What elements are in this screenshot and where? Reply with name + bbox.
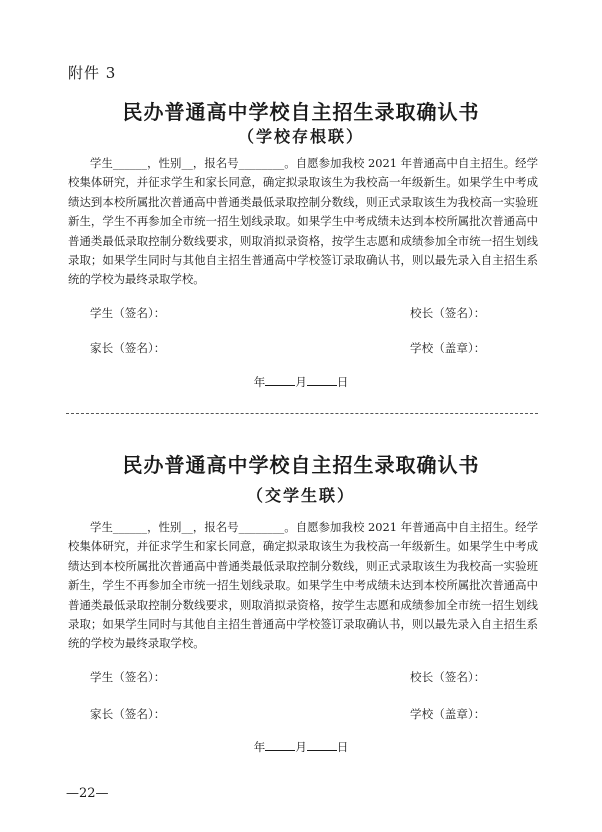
body-text: 学生______，性别__，报名号________。自愿参加我校 2021 年普通高中自主招生。经学校集体研究，并征求学生和家长同意，确定拟录取该生为我校高一年级新生。如果学生中考成绩达到本校所属批次普通高中普通类最低录取控制分数线，则正式录取该生为我校高一实验班新生，学生不再参加全市统一招生划线录取。如果学生中考成绩未达到本校所属批次普通高中普通类最低录取控制分数线要求，则取消拟录资格，按学生志愿和成绩参加全市统一招生划线录取；如果学生同时与其他自主招生普通高中学校签订录取确认书，则以最先录入自主招生系统的学校为最终录取学校。 bbox=[68, 156, 538, 287]
body-text: 学生______，性别__，报名号________。自愿参加我校 2021 年普通高中自主招生。经学校集体研究，并征求学生和家长同意，确定拟录取该生为我校高一年级新生。如果学生中考成绩达到本校所属批次普通高中普通类最低录取控制分数线，则正式录取该生为我校高一实验班新生，学生不再参加全市统一招生划线录取。如果学生中考成绩未达到本校所属批次普通高中普通类最低录取控制分数线要求，则取消拟录资格，按学生志愿和成绩参加全市统一招生划线录取；如果学生同时与其他自主招生普通高中学校签订录取确认书，则以最先录入自主招生系统的学校为最终录取学校。 bbox=[68, 520, 538, 651]
student-signature-label: 学生（签名）： bbox=[90, 306, 166, 320]
attachment-label: 附件 3 bbox=[68, 64, 117, 82]
date-day: 日 bbox=[336, 375, 349, 389]
school-seal-label: 学校（盖章）： bbox=[410, 341, 486, 355]
date-month: 月 bbox=[295, 375, 307, 389]
date-line bbox=[0, 739, 602, 755]
section-title: 民办普通高中学校自主招生录取确认书 bbox=[122, 100, 480, 124]
day-blank bbox=[307, 740, 337, 751]
page-number: —22— bbox=[66, 786, 109, 801]
section-title: 民办普通高中学校自主招生录取确认书 bbox=[122, 453, 480, 477]
day-blank bbox=[307, 375, 337, 386]
date-year: 年 bbox=[253, 375, 266, 389]
confirmation-body bbox=[68, 154, 538, 290]
confirmation-body bbox=[68, 518, 538, 654]
principal-signature-label: 校长（签名）： bbox=[410, 306, 486, 320]
parent-signature-label: 家长（签名）： bbox=[90, 707, 166, 721]
principal-signature-label: 校长（签名）： bbox=[410, 670, 486, 684]
parent-signature-label: 家长（签名）： bbox=[90, 341, 166, 355]
date-month: 月 bbox=[295, 740, 307, 754]
section-subtitle: （学校存根联） bbox=[237, 127, 364, 146]
date-line bbox=[0, 374, 602, 390]
section-subtitle: （交学生联） bbox=[246, 486, 355, 505]
cut-line bbox=[66, 413, 538, 414]
school-seal-label: 学校（盖章）： bbox=[410, 707, 486, 721]
month-blank bbox=[265, 375, 295, 386]
date-year: 年 bbox=[253, 740, 266, 754]
date-day: 日 bbox=[336, 740, 349, 754]
month-blank bbox=[265, 740, 295, 751]
student-signature-label: 学生（签名）： bbox=[90, 670, 166, 684]
